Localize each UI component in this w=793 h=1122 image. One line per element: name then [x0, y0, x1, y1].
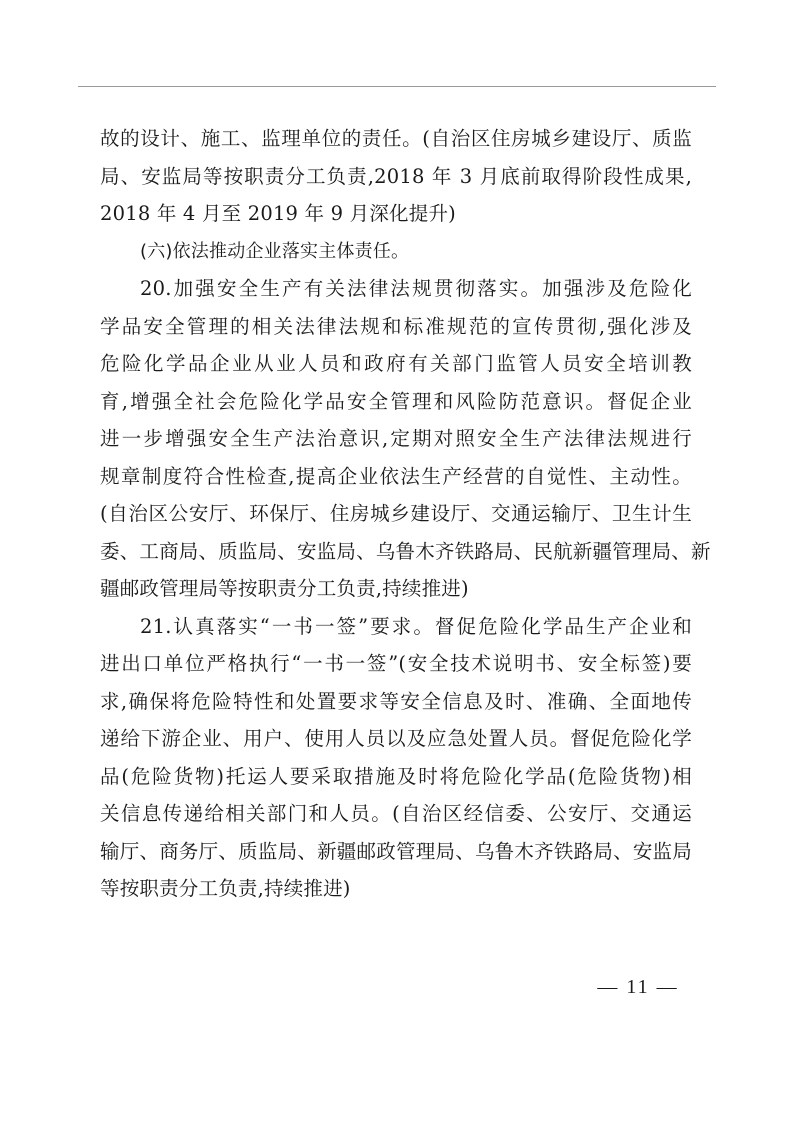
text-line: (自治区公安厅、环保厅、住房城乡建设厅、交通运输厅、卫生计生	[100, 502, 692, 525]
text-line: 疆邮政管理局等按职责分工负责,持续推进)	[100, 577, 469, 600]
text-line: 委、工商局、质监局、安监局、乌鲁木齐铁路局、民航新疆管理局、新	[100, 539, 711, 563]
text-line: 进出口单位严格执行“一书一签”(安全技术说明书、安全标签)要	[100, 652, 692, 675]
text-line: 故的设计、施工、监理单位的责任。(自治区住房城乡建设厅、质监	[100, 127, 692, 150]
text-line: 等按职责分工负责,持续推进)	[100, 877, 351, 900]
header-rule	[78, 86, 716, 87]
text-line: 关信息传递给相关部门和人员。(自治区经信委、公安厅、交通运	[100, 802, 692, 825]
text-line: 规章制度符合性检查,提高企业依法生产经营的自觉性、主动性。	[100, 464, 692, 488]
page-number: — 11 —	[597, 976, 679, 998]
text-line: 学品安全管理的相关法律法规和标准规范的宣传贯彻,强化涉及	[100, 314, 692, 338]
text-line: 递给下游企业、用户、使用人员以及应急处置人员。督促危险化学	[100, 727, 692, 750]
section-heading: (六)依法推动企业落实主体责任。	[140, 240, 410, 262]
text-line: 求,确保将危险特性和处置要求等安全信息及时、准确、全面地传	[100, 689, 692, 713]
text-line: 局、安监局等按职责分工负责,2018 年 3 月底前取得阶段性成果,	[100, 164, 692, 188]
document-body	[100, 120, 711, 908]
paragraph-20-title: 20.加强安全生产有关法律法规贯彻落实。加强涉及危险化	[140, 277, 692, 300]
text-line: 危险化学品企业从业人员和政府有关部门监管人员安全培训教	[100, 352, 692, 375]
paragraph-21-title: 21.认真落实“一书一签”要求。督促危险化学品生产企业和	[140, 614, 692, 638]
text-line: 输厅、商务厅、质监局、新疆邮政管理局、乌鲁木齐铁路局、安监局	[100, 839, 692, 863]
text-line: 2018 年 4 月至 2019 年 9 月深化提升)	[100, 202, 456, 225]
text-line: 进一步增强安全生产法治意识,定期对照安全生产法律法规进行	[100, 427, 692, 450]
text-line: 品(危险货物)托运人要采取措施及时将危险化学品(危险货物)相	[100, 764, 692, 788]
text-line: 育,增强全社会危险化学品安全管理和风险防范意识。督促企业	[100, 389, 692, 413]
